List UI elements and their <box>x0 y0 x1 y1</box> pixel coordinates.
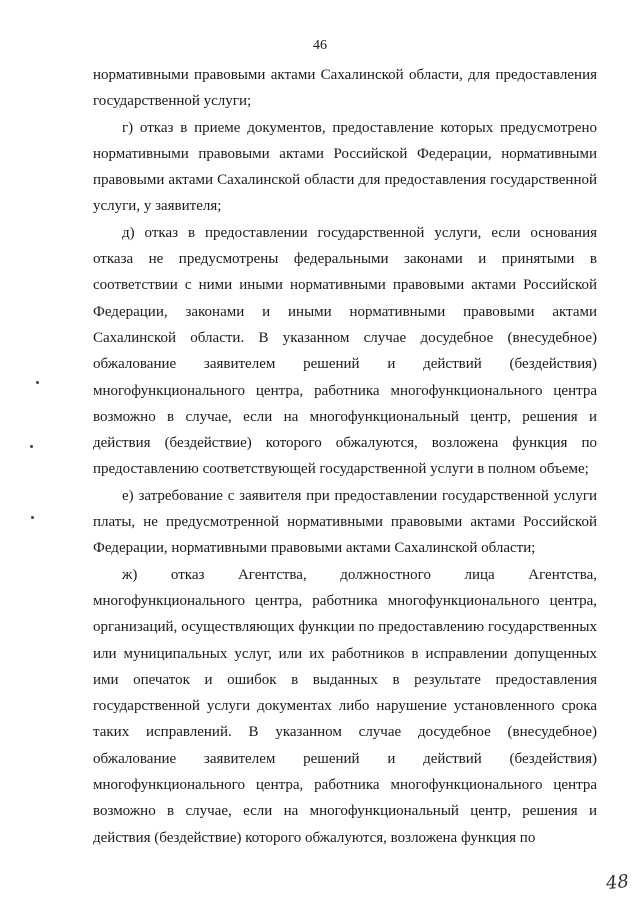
paragraph-item-e: е) затребование с заявителя при предоставлении государственной услуги платы, не предусмотренной нормативными правовыми актами Российской Федерации, нормативными правовыми актами Сахалинской области; <box>93 487 597 557</box>
page-number: 46 <box>313 38 327 53</box>
handwritten-page-number: 48 <box>604 870 630 895</box>
scan-speck <box>36 381 39 384</box>
paragraph-item-d: д) отказ в предоставлении государственной услуги, если основания отказа не предусмотрены федеральными законами и принятыми в соответствии с ними иными нормативными правовыми актами Российской Федерации, законами и иными нормативными правовыми актами Сахалинской области. В указанном случае досудебное (внесудебное) обжалование заявителем решений и действий (бездействия) многофункционального центра, работника многофункционального центра возможно в случае, если на многофункциональный центр, решения и действия (бездействие) которого обжалуются, возложена функция по предоставлению соответствующей государственной услуги в полном объеме; <box>93 224 597 478</box>
paragraph-continuation: нормативными правовыми актами Сахалинской области, для предоставления государственной услуги; <box>93 67 597 110</box>
document-body <box>93 62 597 851</box>
paragraph-item-g: г) отказ в приеме документов, предоставление которых предусмотрено нормативными правовыми актами Российской Федерации, нормативными правовыми актами Сахалинской области для предоставления государственной услуги, у заявителя; <box>93 119 597 215</box>
scan-speck <box>31 516 34 519</box>
paragraph-item-zh: ж) отказ Агентства, должностного лица Агентства, многофункционального центра, работника многофункционального центра, организаций, осуществляющих функции по предоставлению государственных или муниципальных услуг, или их работников в исправлении допущенных ими опечаток и ошибок в выданных в результате предоставления государственной услуги документах либо нарушение установленного срока таких исправлений. В указанном случае досудебное (внесудебное) обжалование заявителем решений и действий (бездействия) многофункционального центра, работника многофункционального центра возможно в случае, если на многофункциональный центр, решения и действия (бездействие) которого обжалуются, возложена функция по <box>93 566 597 846</box>
scan-speck <box>30 445 33 448</box>
